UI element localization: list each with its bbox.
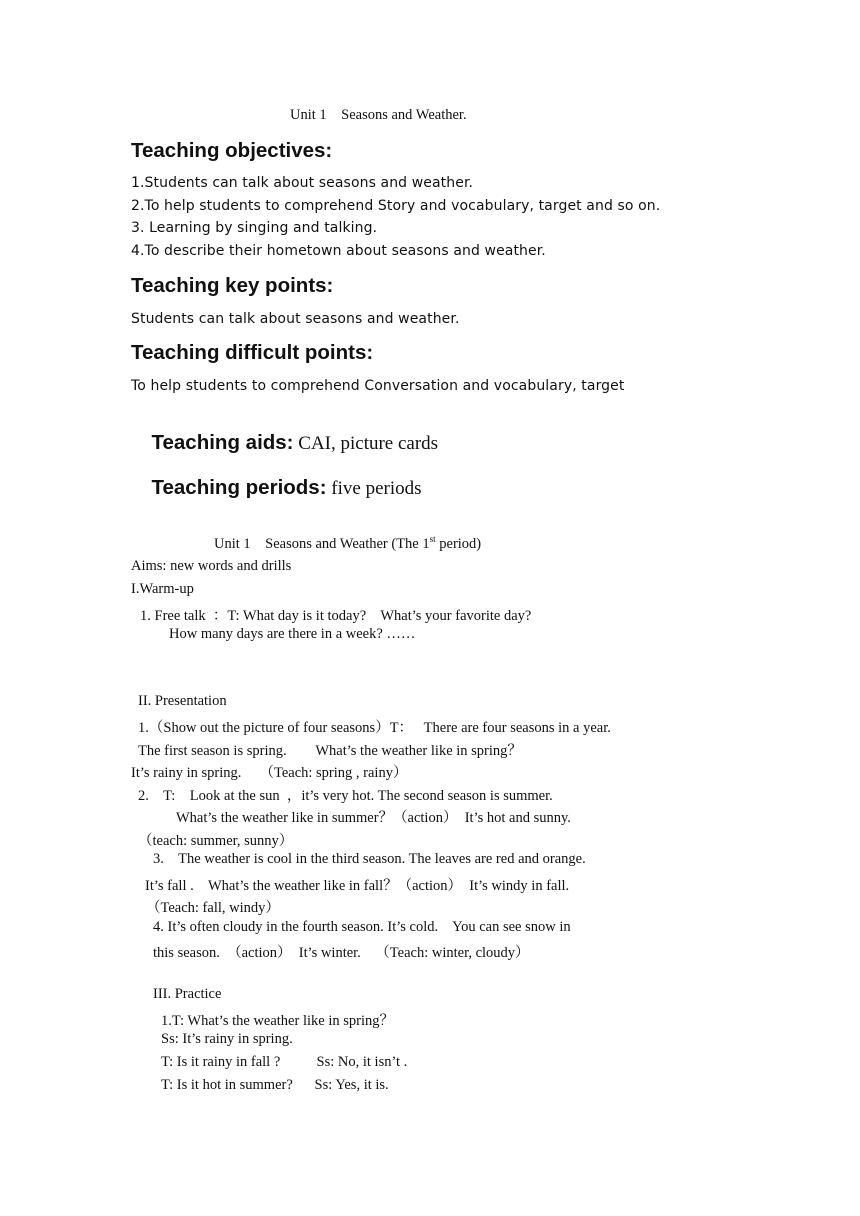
difficult-points-text: To help students to comprehend Conversation and vocabulary, target (131, 378, 625, 394)
practice-line: T: Is it rainy in fall ? Ss: No, it isn’t . (161, 1054, 408, 1070)
teaching-periods (131, 453, 422, 523)
presentation-line: The first season is spring. What’s the weather like in spring？ (138, 743, 522, 759)
objective-item-2: 2.To help students to comprehend Story and vocabulary, target and so on. (131, 198, 661, 214)
teaching-periods-value: five periods (326, 478, 422, 499)
difficult-points-heading: Teaching difficult points: (131, 341, 374, 364)
presentation-line: （teach: summer, sunny） (138, 833, 294, 849)
objective-item-4: 4.To describe their hometown about seasons and weather. (131, 243, 546, 259)
presentation-heading: II. Presentation (138, 693, 227, 709)
presentation-line: It’s rainy in spring. （Teach: spring , rainy） (131, 765, 408, 781)
teaching-aids-label: Teaching aids: (151, 431, 294, 454)
teaching-aids-value: CAI, picture cards (293, 433, 439, 454)
presentation-line: 4. It’s often cloudy in the fourth season. It’s cold. You can see snow in (153, 919, 571, 935)
warmup-line-2: How many days are there in a week? …… (169, 626, 416, 642)
presentation-line: （Teach: fall, windy） (146, 900, 280, 916)
presentation-line: 2. T: Look at the sun ，it’s very hot. The second season is summer. (138, 788, 553, 804)
objective-item-1: 1.Students can talk about seasons and weather. (131, 175, 474, 191)
presentation-line: What’s the weather like in summer？（action） It’s hot and sunny. (176, 810, 571, 826)
practice-line: 1.T: What’s the weather like in spring？ (161, 1013, 394, 1029)
aims-text: Aims: new words and drills (131, 558, 292, 574)
unit-title: Unit 1 Seasons and Weather. (290, 107, 467, 123)
presentation-line: It’s fall . What’s the weather like in fall？（action） It’s windy in fall. (145, 878, 570, 894)
key-points-heading: Teaching key points: (131, 274, 334, 297)
period1-title: Unit 1 Seasons and Weather (The 1st period) (214, 534, 482, 552)
warmup-heading: I.Warm-up (131, 581, 194, 597)
warmup-line-1: 1. Free talk ：T: What day is it today? What’s your favorite day? (140, 608, 532, 624)
key-points-text: Students can talk about seasons and weather. (131, 311, 460, 327)
practice-heading: III. Practice (153, 986, 222, 1002)
presentation-line: 1.（Show out the picture of four seasons）T： There are four seasons in a year. (138, 720, 611, 736)
presentation-line: 3. The weather is cool in the third season. The leaves are red and orange. (153, 851, 586, 867)
objective-item-3: 3. Learning by singing and talking. (131, 220, 378, 236)
practice-line: T: Is it hot in summer? Ss: Yes, it is. (161, 1077, 389, 1093)
objectives-heading: Teaching objectives: (131, 139, 333, 162)
practice-line: Ss: It’s rainy in spring. (161, 1031, 293, 1047)
presentation-line: this season. （action） It’s winter. （Teach: winter, cloudy） (153, 945, 530, 961)
teaching-periods-label: Teaching periods: (151, 476, 327, 499)
